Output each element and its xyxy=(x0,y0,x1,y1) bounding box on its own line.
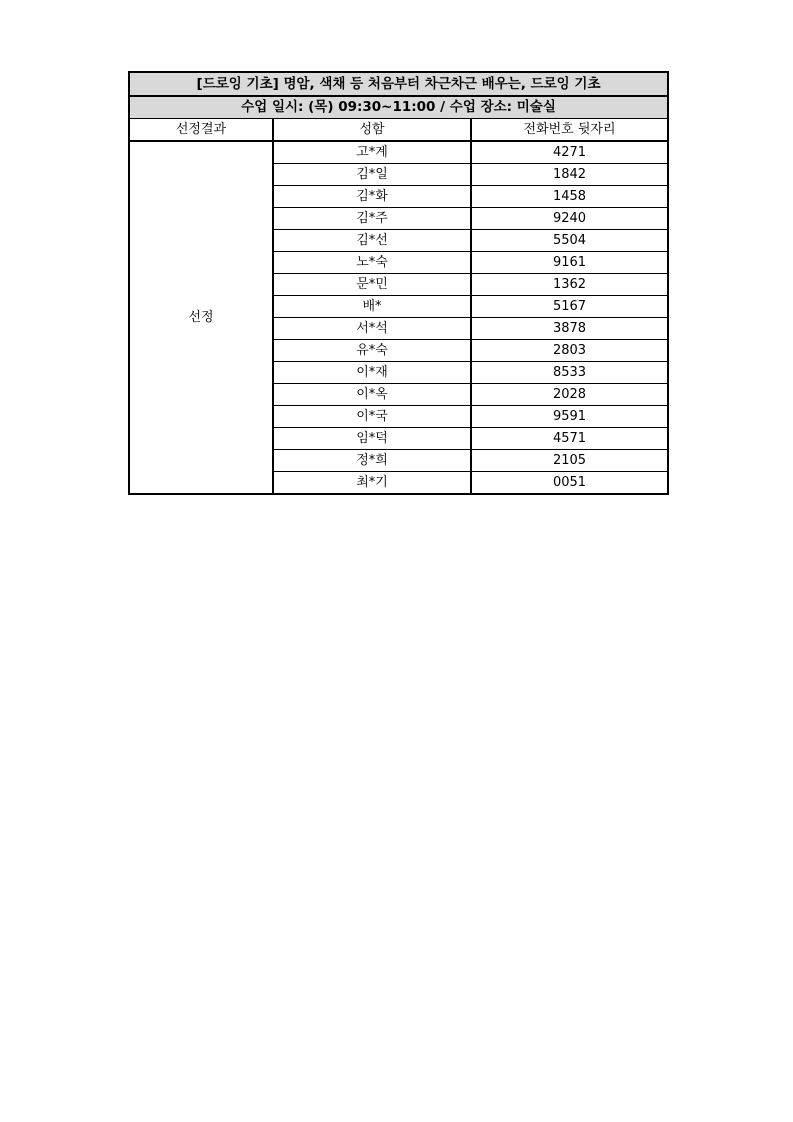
selection-result: 선정 xyxy=(129,141,273,494)
participant-name: 배* xyxy=(273,296,471,318)
phone-last-digits: 2105 xyxy=(471,450,668,472)
phone-last-digits: 1842 xyxy=(471,164,668,186)
participant-name: 문*민 xyxy=(273,274,471,296)
phone-last-digits: 5504 xyxy=(471,230,668,252)
title-row xyxy=(129,72,668,96)
participant-name: 김*화 xyxy=(273,186,471,208)
phone-last-digits: 2028 xyxy=(471,384,668,406)
participant-name: 김*선 xyxy=(273,230,471,252)
phone-last-digits: 9161 xyxy=(471,252,668,274)
phone-last-digits: 1362 xyxy=(471,274,668,296)
phone-last-digits: 1458 xyxy=(471,186,668,208)
document-title: [드로잉 기초] 명암, 색채 등 처음부터 차근차근 배우는, 드로잉 기초 xyxy=(129,72,668,96)
column-header-result: 선정결과 xyxy=(129,119,273,142)
phone-last-digits: 3878 xyxy=(471,318,668,340)
phone-last-digits: 4571 xyxy=(471,428,668,450)
participant-name: 노*숙 xyxy=(273,252,471,274)
phone-last-digits: 2803 xyxy=(471,340,668,362)
column-header-phone: 전화번호 뒷자리 xyxy=(471,119,668,142)
phone-last-digits: 5167 xyxy=(471,296,668,318)
column-header-name: 성함 xyxy=(273,119,471,142)
selection-table xyxy=(128,71,669,495)
participant-name: 이*국 xyxy=(273,406,471,428)
phone-last-digits: 4271 xyxy=(471,141,668,164)
participant-name: 이*재 xyxy=(273,362,471,384)
participant-name: 서*석 xyxy=(273,318,471,340)
participant-name: 최*기 xyxy=(273,472,471,495)
header-row xyxy=(129,119,668,142)
participant-name: 정*희 xyxy=(273,450,471,472)
participant-name: 김*주 xyxy=(273,208,471,230)
phone-last-digits: 0051 xyxy=(471,472,668,495)
class-schedule: 수업 일시: (목) 09:30~11:00 / 수업 장소: 미술실 xyxy=(129,96,668,119)
participant-name: 고*계 xyxy=(273,141,471,164)
subtitle-row xyxy=(129,96,668,119)
table-row xyxy=(129,141,668,164)
participant-name: 김*일 xyxy=(273,164,471,186)
phone-last-digits: 9591 xyxy=(471,406,668,428)
selection-sheet xyxy=(128,71,669,495)
participant-name: 유*숙 xyxy=(273,340,471,362)
phone-last-digits: 8533 xyxy=(471,362,668,384)
participant-name: 이*옥 xyxy=(273,384,471,406)
participant-name: 임*덕 xyxy=(273,428,471,450)
phone-last-digits: 9240 xyxy=(471,208,668,230)
